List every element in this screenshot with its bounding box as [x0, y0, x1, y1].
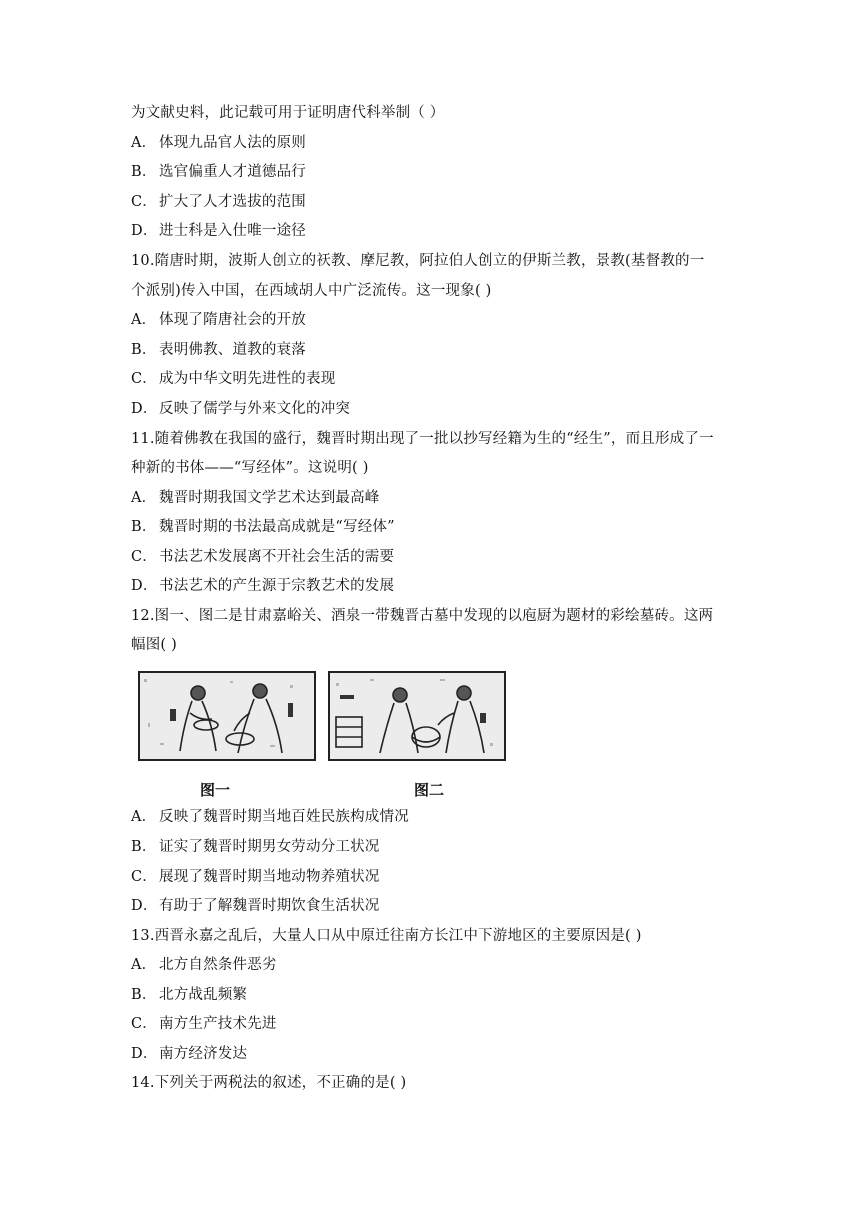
option-letter: A．: [131, 135, 157, 151]
q13-stem-line1: 13.西晋永嘉之乱后，大量人口从中原迁往南方长江中下游地区的主要原因是( ): [131, 928, 642, 944]
option-text: 反映了儒学与外来文化的冲突: [159, 401, 351, 417]
figure-two-image: [328, 671, 506, 761]
option-letter: D．: [131, 223, 158, 239]
option-letter: A．: [131, 490, 157, 506]
option-letter: C．: [131, 371, 157, 387]
option-text: 表明佛教、道教的衰落: [159, 342, 306, 358]
option-text: 魏晋时期的书法最高成就是“写经体”: [159, 519, 395, 535]
q11-option-d: [131, 577, 394, 595]
q11-option-c: [131, 548, 394, 566]
kitchen-scene-two-illustration: [330, 673, 504, 759]
option-letter: B．: [131, 987, 157, 1003]
q11-stem-line2: 种新的书体——“写经体”。这说明( ): [131, 460, 369, 476]
q13-option-c: [131, 1015, 277, 1033]
kitchen-scene-one-illustration: [140, 673, 314, 759]
intro-line: 为文献史料，此记载可用于证明唐代科举制（ ）: [131, 105, 445, 121]
q13-option-b: [131, 986, 247, 1004]
option-letter: A．: [131, 957, 157, 973]
option-text: 反映了魏晋时期当地百姓民族构成情况: [159, 809, 409, 825]
option-letter: D．: [131, 898, 158, 914]
q10-stem-line2: 个派别)传入中国，在西域胡人中广泛流传。这一现象( ): [131, 283, 492, 299]
option-text: 有助于了解魏晋时期饮食生活状况: [159, 898, 380, 914]
q13-option-d: [131, 1045, 247, 1063]
q12-option-c: [131, 868, 380, 886]
q11-option-a: [131, 489, 380, 507]
option-letter: A．: [131, 809, 157, 825]
option-text: 南方经济发达: [159, 1046, 248, 1062]
tomb-brick-figures: [138, 671, 510, 799]
q10-option-d: [131, 400, 350, 418]
option-letter: B．: [131, 519, 157, 535]
option-text: 魏晋时期我国文学艺术达到最高峰: [159, 490, 380, 506]
option-letter: C．: [131, 1016, 157, 1032]
option-letter: D．: [131, 578, 158, 594]
option-letter: C．: [131, 549, 157, 565]
q9-option-c: [131, 193, 306, 211]
q10-option-b: [131, 341, 306, 359]
q9-option-a: [131, 134, 306, 152]
q10-option-c: [131, 370, 335, 388]
q13-option-a: [131, 956, 277, 974]
option-letter: D．: [131, 401, 158, 417]
q12-option-a: [131, 808, 409, 826]
option-text: 成为中华文明先进性的表现: [159, 371, 336, 387]
option-text: 书法艺术的产生源于宗教艺术的发展: [159, 578, 395, 594]
q10-option-a: [131, 311, 306, 329]
option-letter: B．: [131, 342, 157, 358]
q12-stem-line1: 12.图一、图二是甘肃嘉峪关、酒泉一带魏晋古墓中发现的以庖厨为题材的彩绘墓砖。这两: [131, 608, 714, 624]
option-letter: D．: [131, 1046, 158, 1062]
q9-option-d: [131, 222, 306, 240]
q12-stem-line2: 幅图( ): [131, 637, 177, 653]
q11-option-b: [131, 518, 395, 536]
q14-stem-line1: 14.下列关于两税法的叙述，不正确的是( ): [131, 1075, 407, 1091]
option-letter: A．: [131, 312, 157, 328]
option-letter: C．: [131, 194, 157, 210]
option-text: 证实了魏晋时期男女劳动分工状况: [159, 839, 380, 855]
option-text: 南方生产技术先进: [159, 1016, 277, 1032]
option-text: 展现了魏晋时期当地动物养殖状况: [159, 869, 380, 885]
option-text: 进士科是入仕唯一途径: [159, 223, 306, 239]
q10-stem-line1: 10.隋唐时期，波斯人创立的祆教、摩尼教，阿拉伯人创立的伊斯兰教，景教(基督教的一: [131, 253, 705, 269]
figure-two-label: 图二: [414, 781, 445, 799]
option-text: 北方战乱频繁: [159, 987, 248, 1003]
figure-one-label: 图一: [200, 781, 231, 799]
q11-stem-line1: 11.随着佛教在我国的盛行，魏晋时期出现了一批以抄写经籍为生的“经生”，而且形成了一: [131, 431, 714, 447]
option-text: 扩大了人才选拔的范围: [159, 194, 306, 210]
option-letter: C．: [131, 869, 157, 885]
option-text: 书法艺术发展离不开社会生活的需要: [159, 549, 395, 565]
option-text: 选官偏重人才道德品行: [159, 164, 306, 180]
option-text: 北方自然条件恶劣: [159, 957, 277, 973]
q9-option-b: [131, 163, 306, 181]
option-letter: B．: [131, 164, 157, 180]
option-letter: B．: [131, 839, 157, 855]
q12-option-b: [131, 838, 380, 856]
q12-option-d: [131, 897, 380, 915]
figure-one-image: [138, 671, 316, 761]
option-text: 体现了隋唐社会的开放: [159, 312, 306, 328]
option-text: 体现九品官人法的原则: [159, 135, 306, 151]
